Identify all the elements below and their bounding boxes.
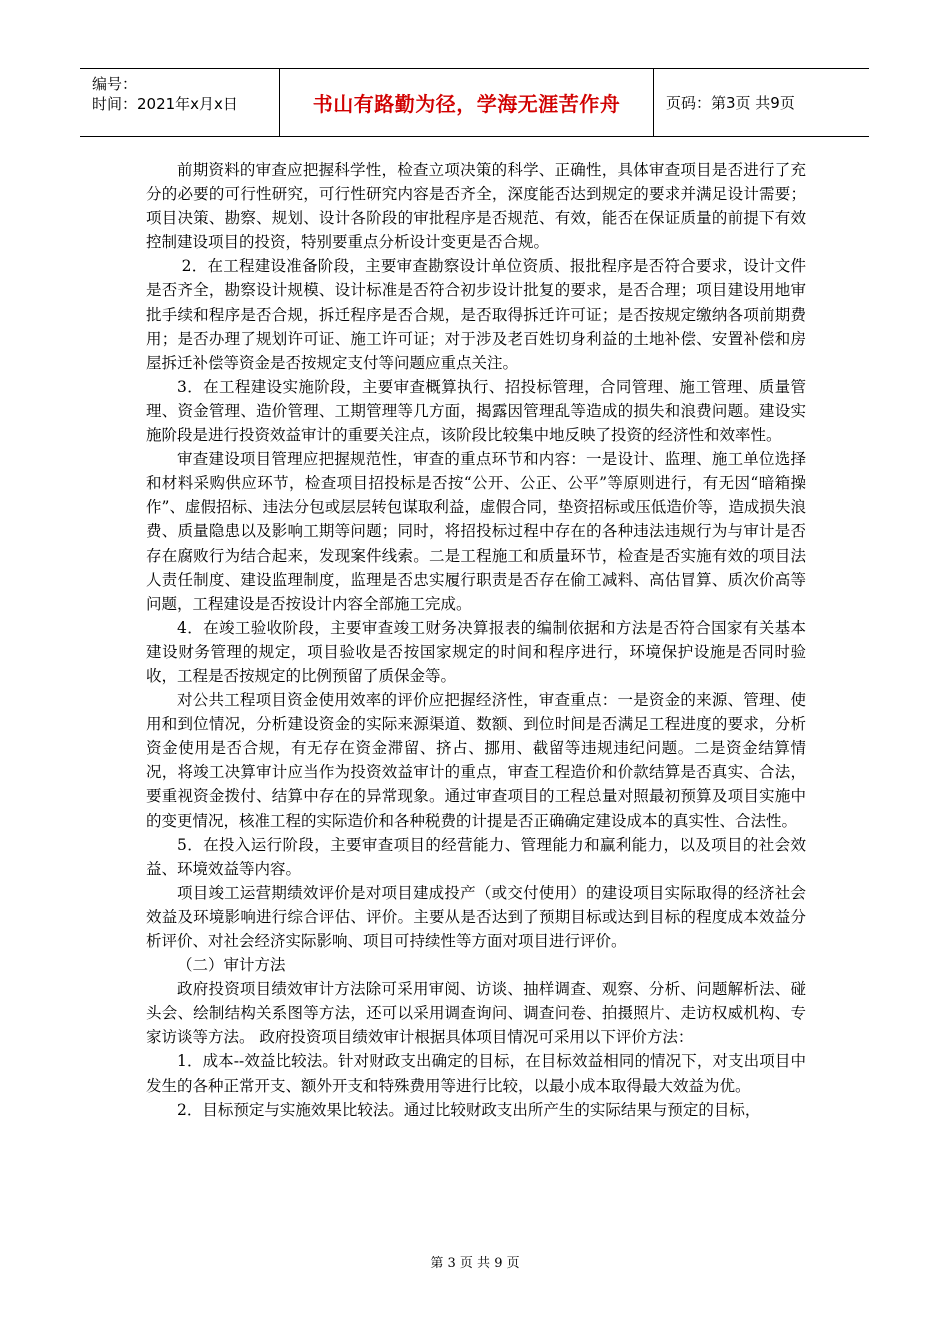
section-heading: （二）审计方法 [177,956,286,975]
header-motto: 书山有路勤为径，学海无涯苦作舟 [312,92,621,116]
header-motto-cell [280,69,654,136]
header-page-info: 页码：第3页 共9页 [666,94,795,112]
paragraph: 1．成本--效益比较法。针对财政支出确定的目标，在目标效益相同的情况下，对支出项目中发生的各种正常开支、额外开支和特殊费用等进行比较，以最小成本取得最大效益为优。 [146,1052,806,1095]
document-body [146,158,806,1122]
paragraph: 4．在竣工验收阶段，主要审查竣工财务决算报表的编制依据和方法是否符合国家有关基本建设财务管理的规定，项目验收是否按国家规定的时间和程序进行，环境保护设施是否同时验收，工程是否按规定的比例预留了质保金等。 [146,618,806,685]
header-meta-cell [80,69,280,136]
paragraph: 前期资料的审查应把握科学性，检查立项决策的科学、正确性，具体审查项目是否进行了充分的必要的可行性研究，可行性研究内容是否齐全，深度能否达到规定的要求并满足设计需要；项目决策、勘察、规划、设计各阶段的审批程序是否规范、有效，能否在保证质量的前提下有效控制建设项目的投资，特别要重点分析设计变更是否合规。 [146,161,806,252]
document-time-label: 时间：2021年x月x日 [92,95,238,113]
paragraph: 2．在工程建设准备阶段，主要审查勘察设计单位资质、报批程序是否符合要求，设计文件是否齐全，勘察设计规模、设计标准是否符合初步设计批复的要求，是否合理；项目建设用地审批手续和程序是否合规，拆迁程序是否合规，是否取得拆迁许可证；是否按规定缴纳各项前期费用；是否办理了规划许可证、施工许可证；对于涉及老百姓切身利益的土地补偿、安置补偿和房屋拆迁补偿等资金是否按规定支付等问题应重点关注。 [146,257,806,372]
header-page-cell [654,69,869,136]
paragraph: 项目竣工运营期绩效评价是对项目建成投产（或交付使用）的建设项目实际取得的经济社会效益及环境影响进行综合评估、评价。主要从是否达到了预期目标或达到目标的程度成本效益分析评价、对社会经济实际影响、项目可持续性等方面对项目进行评价。 [146,883,806,950]
paragraph: 审查建设项目管理应把握规范性，审查的重点环节和内容：一是设计、监理、施工单位选择和材料采购供应环节，检查项目招投标是否按“公开、公正、公平”等原则进行，有无因“暗箱操作”、虚假招标、违法分包或层层转包谋取利益，虚假合同，垫资招标或压低造价等，造成损失浪费、质量隐患以及影响工期等问题；同时，将招投标过程中存在的各种违法违规行为与审计是否存在腐败行为结合起来，发现案件线索。二是工程施工和质量环节，检查是否实施有效的项目法人责任制度、建设监理制度，监理是否忠实履行职责是否存在偷工减料、高估冒算、质次价高等问题，工程建设是否按设计内容全部施工完成。 [146,450,806,613]
paragraph: 2．目标预定与实施效果比较法。通过比较财政支出所产生的实际结果与预定的目标， [177,1100,761,1119]
page-header [80,68,869,137]
paragraph: 对公共工程项目资金使用效率的评价应把握经济性，审查重点：一是资金的来源、管理、使用和到位情况，分析建设资金的实际来源渠道、数额、到位时间是否满足工程进度的要求，分析资金使用是否合规，有无存在资金滞留、挤占、挪用、截留等违规违纪问题。二是资金结算情况，将竣工决算审计应当作为投资效益审计的重点，审查工程造价和价款结算是否真实、合法，要重视资金拨付、结算中存在的异常现象。通过审查项目的工程总量对照最初预算及项目实施中的变更情况，核准工程的实际造价和各种税费的计提是否正确确定建设成本的真实性、合法性。 [146,691,806,830]
paragraph: 3．在工程建设实施阶段，主要审查概算执行、招投标管理，合同管理、施工管理、质量管理、资金管理、造价管理、工期管理等几方面，揭露因管理乱等造成的损失和浪费问题。建设实施阶段是进行投资效益审计的重要关注点，该阶段比较集中地反映了投资的经济性和效率性。 [146,377,806,445]
document-number-label: 编号： [92,75,138,93]
paragraph: 政府投资项目绩效审计方法除可采用审阅、访谈、抽样调查、观察、分析、问题解析法、碰头会、绘制结构关系图等方法，还可以采用调查询问、调查问卷、拍摄照片、走访权威机构、专家访谈等方法。 政府投资项目绩效审计根据具体项目情况可采用以下评价方法： [146,980,806,1047]
paragraph: 5．在投入运行阶段，主要审查项目的经营能力、管理能力和赢利能力，以及项目的社会效益、环境效益等内容。 [146,835,806,878]
page-footer: 第 3 页 共 9 页 [430,1256,520,1271]
